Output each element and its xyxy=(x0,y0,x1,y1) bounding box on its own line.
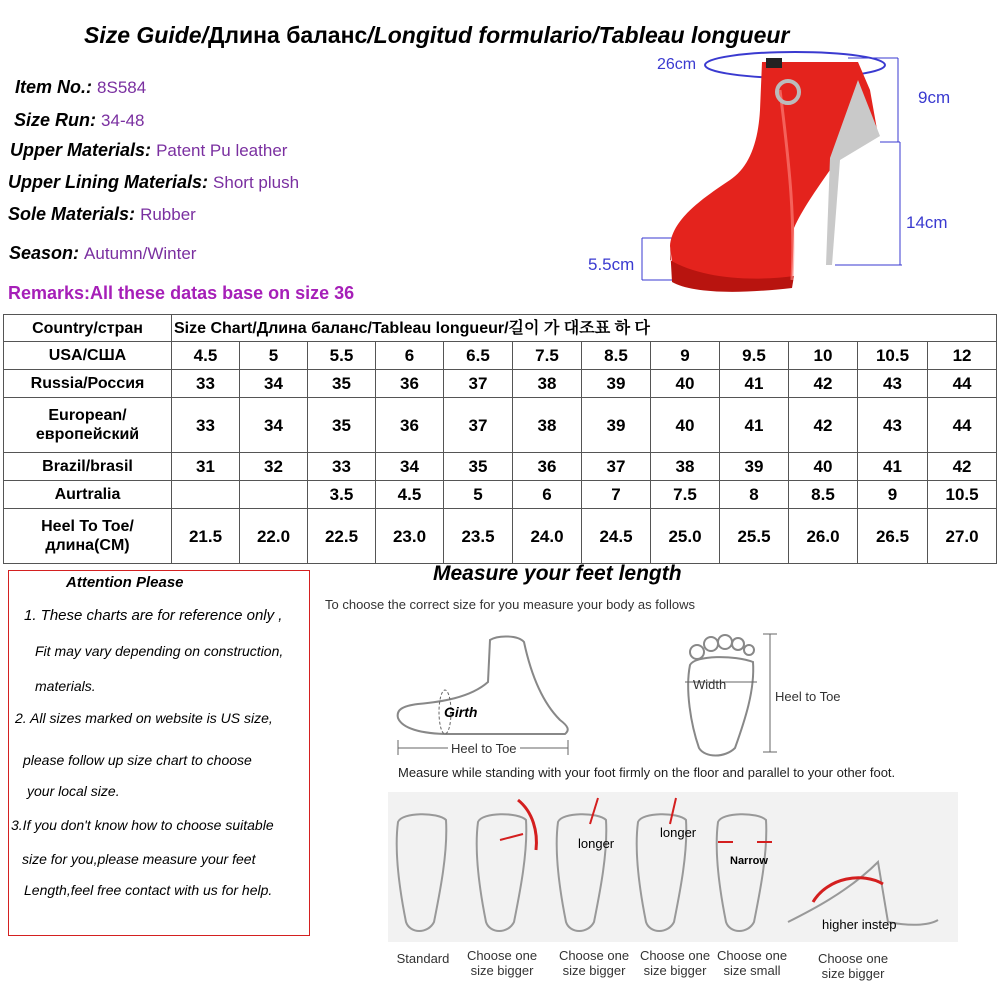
caption-standard: Standard xyxy=(396,951,450,966)
label-longer-2: longer xyxy=(660,825,697,840)
girth-label: Girth xyxy=(444,704,478,720)
table-cell: 5.5 xyxy=(308,342,376,370)
attention-line: 2. All sizes marked on website is US size, xyxy=(15,710,273,726)
width-label: Width xyxy=(693,677,727,692)
table-cell: 21.5 xyxy=(172,509,240,564)
spec-lining: Upper Lining Materials: Short plush xyxy=(8,172,300,192)
table-cell: 3.5 xyxy=(308,481,376,509)
table-row-russia xyxy=(4,370,997,398)
label-heel-height: 14cm xyxy=(906,213,948,232)
table-cell: 9 xyxy=(858,481,928,509)
spec-item-no: Item No.: 8S584 xyxy=(15,77,147,97)
title-part-1: Size Guide/ xyxy=(84,22,208,48)
measure-intro: To choose the correct size for you measure your body as follows xyxy=(325,597,695,612)
row-label: Aurtralia xyxy=(4,481,172,509)
table-cell: 25.5 xyxy=(720,509,789,564)
table-cell: 42 xyxy=(789,370,858,398)
table-cell: 44 xyxy=(928,370,997,398)
spec-size-run: Size Run: 34-48 xyxy=(14,110,145,130)
row-label: Brazil/brasil xyxy=(4,453,172,481)
table-cell: 44 xyxy=(928,398,997,453)
table-cell: 36 xyxy=(513,453,582,481)
row-label: European/европейский xyxy=(4,398,172,453)
table-corner-label: Country/стран xyxy=(4,315,172,342)
label-higher-instep: higher instep xyxy=(822,917,897,932)
title-part-3: /Longitud formulario/Tableau longueur xyxy=(367,22,790,48)
spec-sole: Sole Materials: Rubber xyxy=(8,204,196,224)
table-cell: 42 xyxy=(789,398,858,453)
measure-title: Measure your feet length xyxy=(433,562,682,585)
table-cell: 10.5 xyxy=(858,342,928,370)
table-cell: 37 xyxy=(444,370,513,398)
table-cell: 23.5 xyxy=(444,509,513,564)
table-row-usa xyxy=(4,342,997,370)
table-cell: 36 xyxy=(376,370,444,398)
table-cell: 27.0 xyxy=(928,509,997,564)
boot-zipper-top xyxy=(766,58,782,68)
foot-outline xyxy=(398,636,568,734)
table-cell: 26.0 xyxy=(789,509,858,564)
table-cell: 38 xyxy=(513,370,582,398)
remarks: Remarks:All these datas base on size 36 xyxy=(8,283,355,303)
table-cell: 43 xyxy=(858,398,928,453)
label-platform-height: 5.5cm xyxy=(588,255,635,274)
table-cell: 40 xyxy=(651,370,720,398)
table-cell: 32 xyxy=(240,453,308,481)
row-label: Heel To Toe/длина(CM) xyxy=(4,509,172,564)
caption-foot-5: Choose one size small xyxy=(716,948,788,978)
boot-body xyxy=(670,62,878,291)
table-cell: 37 xyxy=(444,398,513,453)
table-row-heel-to-toe xyxy=(4,509,997,564)
table-cell: 38 xyxy=(651,453,720,481)
table-cell: 37 xyxy=(582,453,651,481)
row-label: Russia/Россия xyxy=(4,370,172,398)
table-cell: 35 xyxy=(308,398,376,453)
table-cell: 41 xyxy=(720,370,789,398)
table-cell: 42 xyxy=(928,453,997,481)
table-cell: 7 xyxy=(582,481,651,509)
table-cell: 36 xyxy=(376,398,444,453)
table-cell: 41 xyxy=(720,398,789,453)
table-cell: 33 xyxy=(172,398,240,453)
caption-foot-3: Choose one size bigger xyxy=(558,948,630,978)
table-cell: 43 xyxy=(858,370,928,398)
table-cell: 24.5 xyxy=(582,509,651,564)
table-cell: 22.5 xyxy=(308,509,376,564)
spec-season: Season: Autumn/Winter xyxy=(9,243,197,263)
foot-sole-outline xyxy=(688,657,753,755)
table-cell: 40 xyxy=(651,398,720,453)
table-cell: 7.5 xyxy=(651,481,720,509)
table-cell: 39 xyxy=(582,370,651,398)
attention-heading: Attention Please xyxy=(66,574,184,591)
table-cell: 8.5 xyxy=(789,481,858,509)
heel-to-toe-side-label: Heel to Toe xyxy=(448,741,520,756)
table-cell: 23.0 xyxy=(376,509,444,564)
table-cell: 5 xyxy=(444,481,513,509)
attention-line: Fit may vary depending on construction, xyxy=(35,643,284,659)
table-cell xyxy=(240,481,308,509)
table-cell: 4.5 xyxy=(376,481,444,509)
label-circumference: 26cm xyxy=(657,56,697,73)
heel-to-toe-top-label: Heel to Toe xyxy=(775,689,841,704)
table-row-australia xyxy=(4,481,997,509)
table-header: Size Chart/Длина баланс/Tableau longueur/길이 가 대조표 하 다 xyxy=(172,315,997,342)
table-cell: 6.5 xyxy=(444,342,513,370)
table-cell xyxy=(172,481,240,509)
table-cell: 8.5 xyxy=(582,342,651,370)
attention-line: your local size. xyxy=(27,783,120,799)
table-cell: 9.5 xyxy=(720,342,789,370)
table-cell: 9 xyxy=(651,342,720,370)
table-cell: 38 xyxy=(513,398,582,453)
table-cell: 24.0 xyxy=(513,509,582,564)
caption-foot-4: Choose one size bigger xyxy=(639,948,711,978)
attention-line: 1. These charts are for reference only , xyxy=(24,607,283,624)
attention-line: please follow up size chart to choose xyxy=(23,752,252,768)
table-row-brazil xyxy=(4,453,997,481)
table-cell: 34 xyxy=(240,370,308,398)
label-shaft-height: 9cm xyxy=(918,88,951,107)
table-cell: 10.5 xyxy=(928,481,997,509)
table-cell: 41 xyxy=(858,453,928,481)
measure-instruction: Measure while standing with your foot firmly on the floor and parallel to your other foot. xyxy=(398,765,896,780)
table-cell: 39 xyxy=(582,398,651,453)
page-title xyxy=(84,22,789,49)
table-cell: 5 xyxy=(240,342,308,370)
attention-line: size for you,please measure your feet xyxy=(22,851,256,867)
table-cell: 25.0 xyxy=(651,509,720,564)
table-cell: 34 xyxy=(376,453,444,481)
label-longer-1: longer xyxy=(578,836,615,851)
table-row-european xyxy=(4,398,997,453)
table-cell: 4.5 xyxy=(172,342,240,370)
table-cell: 10 xyxy=(789,342,858,370)
table-cell: 33 xyxy=(308,453,376,481)
size-chart-table xyxy=(3,314,997,564)
attention-line: Length,feel free contact with us for help. xyxy=(24,882,273,898)
caption-foot-6: Choose one size bigger xyxy=(817,951,889,981)
table-cell: 35 xyxy=(308,370,376,398)
table-cell: 34 xyxy=(240,398,308,453)
table-cell: 35 xyxy=(444,453,513,481)
attention-box xyxy=(8,570,310,936)
table-cell: 8 xyxy=(720,481,789,509)
table-cell: 7.5 xyxy=(513,342,582,370)
table-row-header xyxy=(4,315,997,342)
attention-line: materials. xyxy=(35,678,96,694)
label-narrow: Narrow xyxy=(730,855,768,867)
table-cell: 39 xyxy=(720,453,789,481)
attention-line: 3.If you don't know how to choose suitable xyxy=(11,817,274,833)
title-part-2: Длина баланс xyxy=(207,22,368,48)
table-cell: 6 xyxy=(376,342,444,370)
spec-upper-materials: Upper Materials: Patent Pu leather xyxy=(10,140,288,160)
table-cell: 22.0 xyxy=(240,509,308,564)
table-cell: 31 xyxy=(172,453,240,481)
row-label: USA/США xyxy=(4,342,172,370)
table-cell: 33 xyxy=(172,370,240,398)
table-cell: 6 xyxy=(513,481,582,509)
table-cell: 26.5 xyxy=(858,509,928,564)
caption-foot-2: Choose one size bigger xyxy=(466,948,538,978)
table-cell: 12 xyxy=(928,342,997,370)
table-cell: 40 xyxy=(789,453,858,481)
